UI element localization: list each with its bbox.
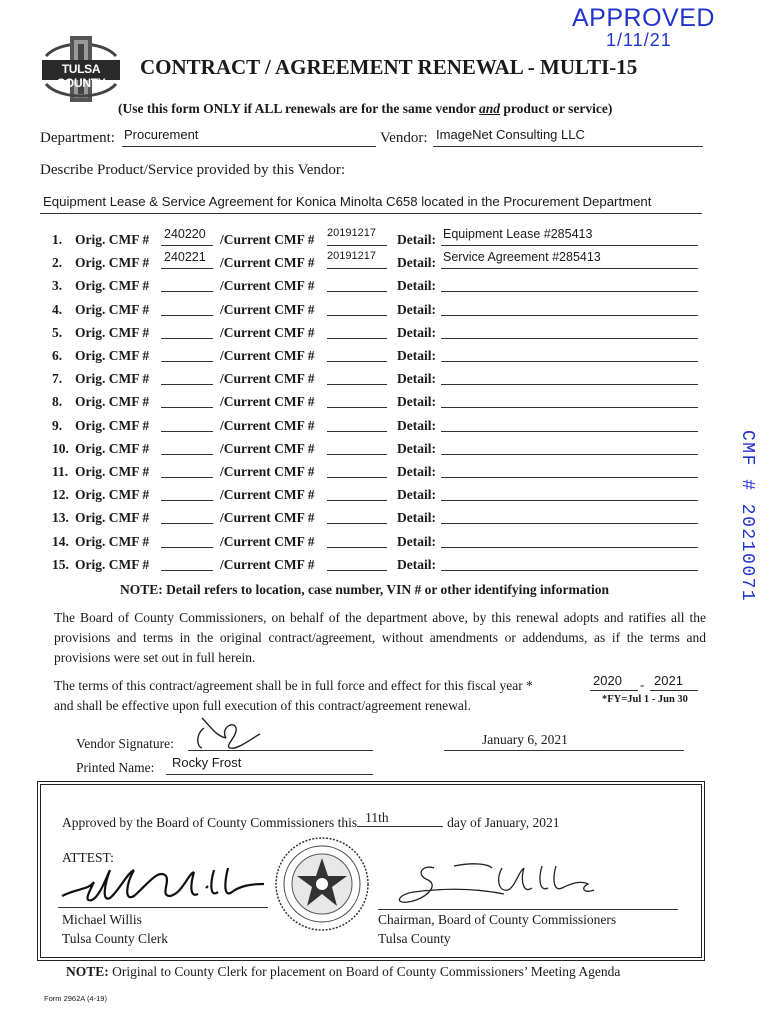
current-cmf-field[interactable] xyxy=(327,486,387,501)
current-cmf-label: /Current CMF # xyxy=(220,348,315,363)
orig-cmf-field[interactable] xyxy=(161,250,213,269)
current-cmf-field[interactable] xyxy=(327,370,387,385)
current-cmf-label: /Current CMF # xyxy=(220,394,315,409)
current-cmf-field[interactable] xyxy=(327,393,387,408)
current-cmf-label: /Current CMF # xyxy=(220,441,315,456)
approved-stamp: APPROVED xyxy=(572,4,715,32)
detail-field[interactable] xyxy=(441,509,698,524)
orig-cmf-field[interactable] xyxy=(161,533,213,548)
detail-label: Detail: xyxy=(397,487,436,502)
current-cmf-field[interactable] xyxy=(327,277,387,292)
orig-cmf-field[interactable] xyxy=(161,347,213,362)
orig-cmf-label: Orig. CMF # xyxy=(75,232,150,247)
orig-cmf-field[interactable] xyxy=(161,301,213,316)
detail-field[interactable] xyxy=(441,440,698,455)
orig-cmf-label: Orig. CMF # xyxy=(75,255,150,270)
tulsa-county-logo xyxy=(40,30,122,108)
detail-label: Detail: xyxy=(397,255,436,270)
printed-name-label: Printed Name: xyxy=(76,760,155,775)
approval-text-post: day of January, 2021 xyxy=(447,815,560,830)
detail-label: Detail: xyxy=(397,557,436,572)
fy-note: *FY=Jul 1 - Jun 30 xyxy=(602,694,688,705)
detail-note: NOTE: Detail refers to location, case number, VIN # or other identifying information xyxy=(120,582,609,597)
footer-note-text: Original to County Clerk for placement on Board of County Commissioners’ Meeting Agenda xyxy=(108,964,621,979)
cmf-stamp xyxy=(737,430,757,603)
orig-cmf-field[interactable] xyxy=(161,556,213,571)
footer-note xyxy=(66,964,620,980)
orig-cmf-label: Orig. CMF # xyxy=(75,371,150,386)
detail-field[interactable] xyxy=(441,393,698,408)
detail-label: Detail: xyxy=(397,418,436,433)
orig-cmf-label: Orig. CMF # xyxy=(75,418,150,433)
orig-cmf-field[interactable] xyxy=(161,417,213,432)
detail-label: Detail: xyxy=(397,348,436,363)
current-cmf-field[interactable] xyxy=(327,301,387,316)
row-number: 2. xyxy=(52,255,63,270)
orig-cmf-field[interactable] xyxy=(161,277,213,292)
orig-cmf-label: Orig. CMF # xyxy=(75,557,150,572)
current-cmf-label: /Current CMF # xyxy=(220,325,315,340)
detail-label: Detail: xyxy=(397,278,436,293)
approved-date: 1/11/21 xyxy=(606,30,672,50)
terms-text-2: and shall be effective upon full execution of this contract/agreement renewal. xyxy=(54,698,471,713)
approval-text xyxy=(62,812,559,833)
detail-label: Detail: xyxy=(397,464,436,479)
detail-field[interactable] xyxy=(441,463,698,478)
orig-cmf-label: Orig. CMF # xyxy=(75,394,150,409)
footer-note-label: NOTE: xyxy=(66,964,109,979)
row-number: 1. xyxy=(52,232,63,247)
department-value: Procurement xyxy=(124,127,199,142)
detail-field[interactable] xyxy=(441,533,698,548)
detail-value: Equipment Lease #285413 xyxy=(443,227,593,241)
current-cmf-label: /Current CMF # xyxy=(220,278,315,293)
chairman-signature-mark xyxy=(384,858,614,912)
detail-label: Detail: xyxy=(397,232,436,247)
approval-day: 11th xyxy=(365,810,389,825)
orig-cmf-label: Orig. CMF # xyxy=(75,510,150,525)
detail-value: Service Agreement #285413 xyxy=(443,250,601,264)
row-number: 3. xyxy=(52,278,63,293)
board-paragraph: The Board of County Commissioners, on behalf of the department above, by this renewal adopts and ratifies all the provisions and terms in the original contract/agreement, without amendments or addendums, as if the terms and provisions were set out in full herein. xyxy=(54,610,706,665)
orig-cmf-field[interactable] xyxy=(161,509,213,524)
current-cmf-value: 20191217 xyxy=(327,250,376,262)
vendor-date: January 6, 2021 xyxy=(482,732,568,747)
row-number: 4. xyxy=(52,302,63,317)
orig-cmf-value: 240221 xyxy=(164,250,206,264)
row-number: 8. xyxy=(52,394,63,409)
row-number: 11. xyxy=(52,464,69,479)
orig-cmf-label: Orig. CMF # xyxy=(75,441,150,456)
current-cmf-label: /Current CMF # xyxy=(220,371,315,386)
page-title: CONTRACT / AGREEMENT RENEWAL - MULTI-15 xyxy=(140,55,638,79)
orig-cmf-label: Orig. CMF # xyxy=(75,464,150,479)
orig-cmf-value: 240220 xyxy=(164,227,206,241)
row-number: 7. xyxy=(52,371,63,386)
orig-cmf-label: Orig. CMF # xyxy=(75,278,150,293)
chairman-title: Chairman, Board of County Commissioners xyxy=(378,912,617,927)
current-cmf-field[interactable] xyxy=(327,463,387,478)
orig-cmf-label: Orig. CMF # xyxy=(75,325,150,340)
orig-cmf-field[interactable] xyxy=(161,227,213,246)
chairman-county: Tulsa County xyxy=(378,931,451,946)
current-cmf-field[interactable] xyxy=(327,533,387,548)
describe-value: Equipment Lease & Service Agreement for Konica Minolta C658 located in the Procurement Department xyxy=(43,194,652,209)
detail-field[interactable] xyxy=(441,324,698,339)
current-cmf-field[interactable] xyxy=(327,509,387,524)
fy-start-field[interactable] xyxy=(590,674,638,691)
detail-field[interactable] xyxy=(441,301,698,316)
orig-cmf-field[interactable] xyxy=(161,440,213,455)
attest-label: ATTEST: xyxy=(62,850,114,865)
row-number: 14. xyxy=(52,534,69,549)
vendor-signature-field[interactable] xyxy=(188,732,373,751)
county-seal-icon xyxy=(274,836,370,932)
orig-cmf-label: Orig. CMF # xyxy=(75,302,150,317)
current-cmf-label: /Current CMF # xyxy=(220,255,315,270)
orig-cmf-field[interactable] xyxy=(161,463,213,478)
orig-cmf-field[interactable] xyxy=(161,393,213,408)
instruction-pre: (Use this form ONLY if ALL renewals are for the same vendor xyxy=(118,101,479,116)
describe-field[interactable] xyxy=(40,193,702,214)
printed-name-field[interactable] xyxy=(166,756,373,775)
current-cmf-field[interactable] xyxy=(327,324,387,339)
instruction-post: product or service) xyxy=(500,101,613,116)
fy-start: 2020 xyxy=(593,673,622,688)
department-label: Department: xyxy=(40,130,115,146)
detail-field[interactable] xyxy=(441,277,698,292)
vendor-value: ImageNet Consulting LLC xyxy=(436,127,585,142)
row-number: 15. xyxy=(52,557,69,572)
orig-cmf-label: Orig. CMF # xyxy=(75,534,150,549)
orig-cmf-field[interactable] xyxy=(161,486,213,501)
vendor-date-field[interactable] xyxy=(444,732,684,751)
describe-label: Describe Product/Service provided by this Vendor: xyxy=(40,162,346,178)
orig-cmf-field[interactable] xyxy=(161,370,213,385)
cmf-stamp-text: CMF # 20210071 xyxy=(737,430,757,603)
detail-field[interactable] xyxy=(441,250,698,269)
instruction-emphasis: and xyxy=(478,101,500,116)
row-number: 10. xyxy=(52,441,69,456)
current-cmf-field[interactable] xyxy=(327,250,387,269)
current-cmf-label: /Current CMF # xyxy=(220,302,315,317)
orig-cmf-label: Orig. CMF # xyxy=(75,348,150,363)
detail-label: Detail: xyxy=(397,394,436,409)
detail-field[interactable] xyxy=(441,556,698,571)
detail-label: Detail: xyxy=(397,510,436,525)
current-cmf-label: /Current CMF # xyxy=(220,464,315,479)
current-cmf-label: /Current CMF # xyxy=(220,534,315,549)
detail-field[interactable] xyxy=(441,370,698,385)
printed-name-value: Rocky Frost xyxy=(172,755,242,770)
approval-text-pre: Approved by the Board of County Commissioners this xyxy=(62,815,358,830)
clerk-title: Tulsa County Clerk xyxy=(62,931,169,946)
current-cmf-label: /Current CMF # xyxy=(220,418,315,433)
detail-field[interactable] xyxy=(441,227,698,246)
vendor-label: Vendor: xyxy=(380,130,428,146)
current-cmf-label: /Current CMF # xyxy=(220,232,315,247)
current-cmf-field[interactable] xyxy=(327,227,387,246)
fy-end: 2021 xyxy=(654,673,683,688)
detail-label: Detail: xyxy=(397,302,436,317)
current-cmf-field[interactable] xyxy=(327,347,387,362)
logo-text: TULSA COUNTY xyxy=(56,62,106,90)
fy-end-field[interactable] xyxy=(650,674,698,691)
current-cmf-field[interactable] xyxy=(327,556,387,571)
fy-dash: - xyxy=(640,677,645,692)
current-cmf-value: 20191217 xyxy=(327,227,376,239)
terms-text-1: The terms of this contract/agreement shall be in full force and effect for this fiscal year * xyxy=(54,678,533,693)
row-number: 12. xyxy=(52,487,69,502)
detail-field[interactable] xyxy=(441,417,698,432)
vendor-signature-mark xyxy=(190,716,270,750)
detail-label: Detail: xyxy=(397,534,436,549)
current-cmf-field[interactable] xyxy=(327,440,387,455)
form-number: Form 2962A (4-19) xyxy=(44,994,107,1003)
detail-label: Detail: xyxy=(397,325,436,340)
row-number: 6. xyxy=(52,348,63,363)
orig-cmf-field[interactable] xyxy=(161,324,213,339)
clerk-signature-line xyxy=(58,906,268,908)
vendor-field[interactable] xyxy=(433,128,703,147)
detail-label: Detail: xyxy=(397,441,436,456)
current-cmf-field[interactable] xyxy=(327,417,387,432)
current-cmf-label: /Current CMF # xyxy=(220,510,315,525)
current-cmf-label: /Current CMF # xyxy=(220,557,315,572)
orig-cmf-label: Orig. CMF # xyxy=(75,487,150,502)
current-cmf-label: /Current CMF # xyxy=(220,487,315,502)
detail-field[interactable] xyxy=(441,347,698,362)
clerk-name: Michael Willis xyxy=(62,912,142,927)
vendor-signature-label: Vendor Signature: xyxy=(76,736,174,751)
row-number: 5. xyxy=(52,325,63,340)
instruction xyxy=(118,101,612,117)
row-number: 13. xyxy=(52,510,69,525)
department-field[interactable] xyxy=(122,128,376,147)
row-number: 9. xyxy=(52,418,63,433)
detail-field[interactable] xyxy=(441,486,698,501)
detail-label: Detail: xyxy=(397,371,436,386)
